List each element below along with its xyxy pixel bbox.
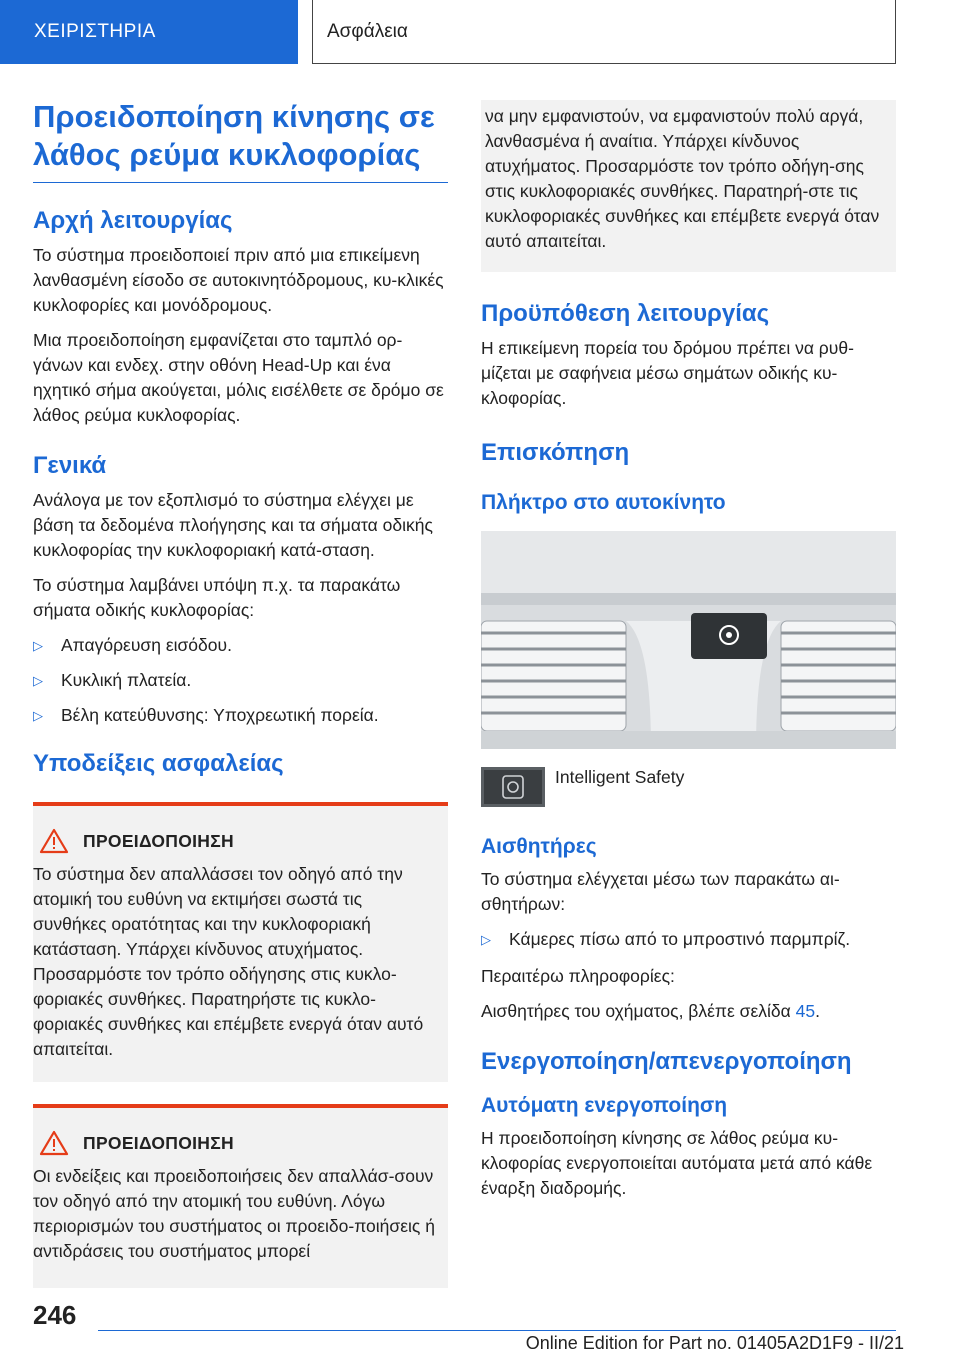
prerequisite-paragraph: Η επικείμενη πορεία του δρόμου πρέπει να ρυθ-μίζεται με σαφήνεια μέσω σημάτων οδικής κυ-κλοφορίας. <box>481 338 854 408</box>
right-column <box>481 100 896 1211</box>
warning-title: ΠΡΟΕΙΔΟΠΟΙΗΣΗ <box>83 1132 234 1153</box>
button-label: Intelligent Safety <box>555 767 685 787</box>
principle-heading: Αρχή λειτουργίας <box>33 207 233 234</box>
sensors-heading: Αισθητήρες <box>481 835 597 858</box>
warning-text: Οι ενδείξεις και προειδοποιήσεις δεν απαλλάσ-σουν τον οδηγό από την ατομική του ευθύνη. Λόγω περιορισμών του συστήματος οι προειδο-ποιήσεις ή αντιδράσεις του συστήματος μπορεί <box>33 1166 435 1261</box>
list-item: ▷ Κάμερες πίσω από το μπροστινό παρμπρίζ. <box>481 927 896 952</box>
warning-box <box>33 1104 448 1288</box>
warning-triangle-icon <box>39 828 69 854</box>
section-title: Ασφάλεια <box>312 0 896 64</box>
more-info-label: Περαιτέρω πληροφορίες: <box>481 966 675 986</box>
general-paragraph-1: Ανάλογα με τον εξοπλισμό το σύστημα ελέγχει με βάση τα δεδομένα πλοήγησης και τα σήματα οδικής κυκλοφορίας την κυκλοφοριακή κατά-σταση. <box>33 490 433 560</box>
warning-title: ΠΡΟΕΙΔΟΠΟΙΗΣΗ <box>83 830 234 851</box>
principle-paragraph-2: Μια προειδοποίηση εμφανίζεται στο ταμπλό ορ-γάνων και ενδεχ. στην οθόνη Head-Up και ένα ηχητικό σήμα ακούγεται, μόλις εισέλθετε σε δρόμο σε λάθος ρεύμα κυκλοφορίας. <box>33 330 444 425</box>
safety-heading: Υποδείξεις ασφαλείας <box>33 750 284 777</box>
triangle-bullet-icon: ▷ <box>33 673 43 688</box>
page-number: 246 <box>33 1300 77 1330</box>
button-heading: Πλήκτρο στο αυτοκίνητο <box>481 491 726 514</box>
warning-text: να μην εμφανιστούν, να εμφανιστούν πολύ αργά, λανθασμένα ή αναίτια. Υπάρχει κίνδυνος ατυχήματος. Προσαρμόστε τον τρόπο οδήγη-σης στις κυκλοφοριακές συνθήκες. Παρατηρή-στε τις κυκλοφοριακές συνθήκες και επέμβετε ενεργά όταν αυτό απαιτείται. <box>485 106 880 251</box>
page-title: Προειδοποίηση κίνησης σε λάθος ρεύμα κυκλοφορίας <box>33 98 448 183</box>
intelligent-safety-button-icon <box>481 767 545 807</box>
overview-heading: Επισκόπηση <box>481 439 630 466</box>
footer-divider <box>98 1330 896 1331</box>
principle-paragraph-1: Το σύστημα προειδοποιεί πριν από μια επικείμενη λανθασμένη είσοδο σε αυτοκινητόδρομους, κυ-κλικές κυκλοφορίες και μονόδρομους. <box>33 245 444 315</box>
edition-note: Online Edition for Part no. 01405A2D1F9 - II/21 <box>525 1333 904 1353</box>
sensors-paragraph: Το σύστημα ελέγχεται μέσω των παρακάτω αι-σθητήρων: <box>481 869 840 914</box>
warning-text: Το σύστημα δεν απαλλάσσει τον οδηγό από την ατομική του ευθύνη να εκτιμήσει σωστά τις συνθήκες ορατότητας και την κυκλοφοριακή κατάσταση. Υπάρχει κίνδυνος ατυχήματος. Προσαρμόστε τον τρόπο οδήγησης στις κυκλο-φοριακές συνθήκες. Παρατηρήστε τις κυκλο-φοριακές συνθήκες και επέμβετε ενεργά όταν αυτό απαιτείται. <box>33 864 424 1059</box>
sensors-reference: Αισθητήρες του οχήματος, βλέπε σελίδα 45. <box>481 1001 820 1021</box>
activation-heading: Ενεργοποίηση/απενεργοποίηση <box>481 1048 852 1075</box>
triangle-bullet-icon: ▷ <box>33 708 43 723</box>
warning-triangle-icon <box>39 1130 69 1156</box>
list-item: ▷ Βέλη κατεύθυνσης: Υποχρεωτική πορεία. <box>33 703 448 728</box>
triangle-bullet-icon: ▷ <box>33 638 43 653</box>
triangle-bullet-icon: ▷ <box>481 932 491 947</box>
signs-list <box>33 633 448 728</box>
button-legend <box>481 767 896 807</box>
left-column <box>33 98 448 1288</box>
general-heading: Γενικά <box>33 452 107 479</box>
general-paragraph-2: Το σύστημα λαμβάνει υπόψη π.χ. τα παρακάτω σήματα οδικής κυκλοφορίας: <box>33 575 401 620</box>
list-item: ▷ Απαγόρευση εισόδου. <box>33 633 448 658</box>
warning-continuation <box>481 100 896 272</box>
list-item: ▷ Κυκλική πλατεία. <box>33 668 448 693</box>
page-link[interactable]: 45 <box>795 1001 816 1021</box>
warning-box <box>33 802 448 1082</box>
dashboard-button-photo <box>481 531 896 749</box>
chapter-tab: ΧΕΙΡΙΣΤΗΡΙΑ <box>0 0 298 64</box>
prerequisite-heading: Προϋπόθεση λειτουργίας <box>481 300 770 327</box>
sensors-list <box>481 927 896 952</box>
auto-activation-paragraph: Η προειδοποίηση κίνησης σε λάθος ρεύμα κυ-κλοφορίας ενεργοποιείται αυτόματα μετά από κάθε έναρξη διαδρομής. <box>481 1128 873 1198</box>
auto-activation-heading: Αυτόματη ενεργοποίηση <box>481 1094 728 1117</box>
